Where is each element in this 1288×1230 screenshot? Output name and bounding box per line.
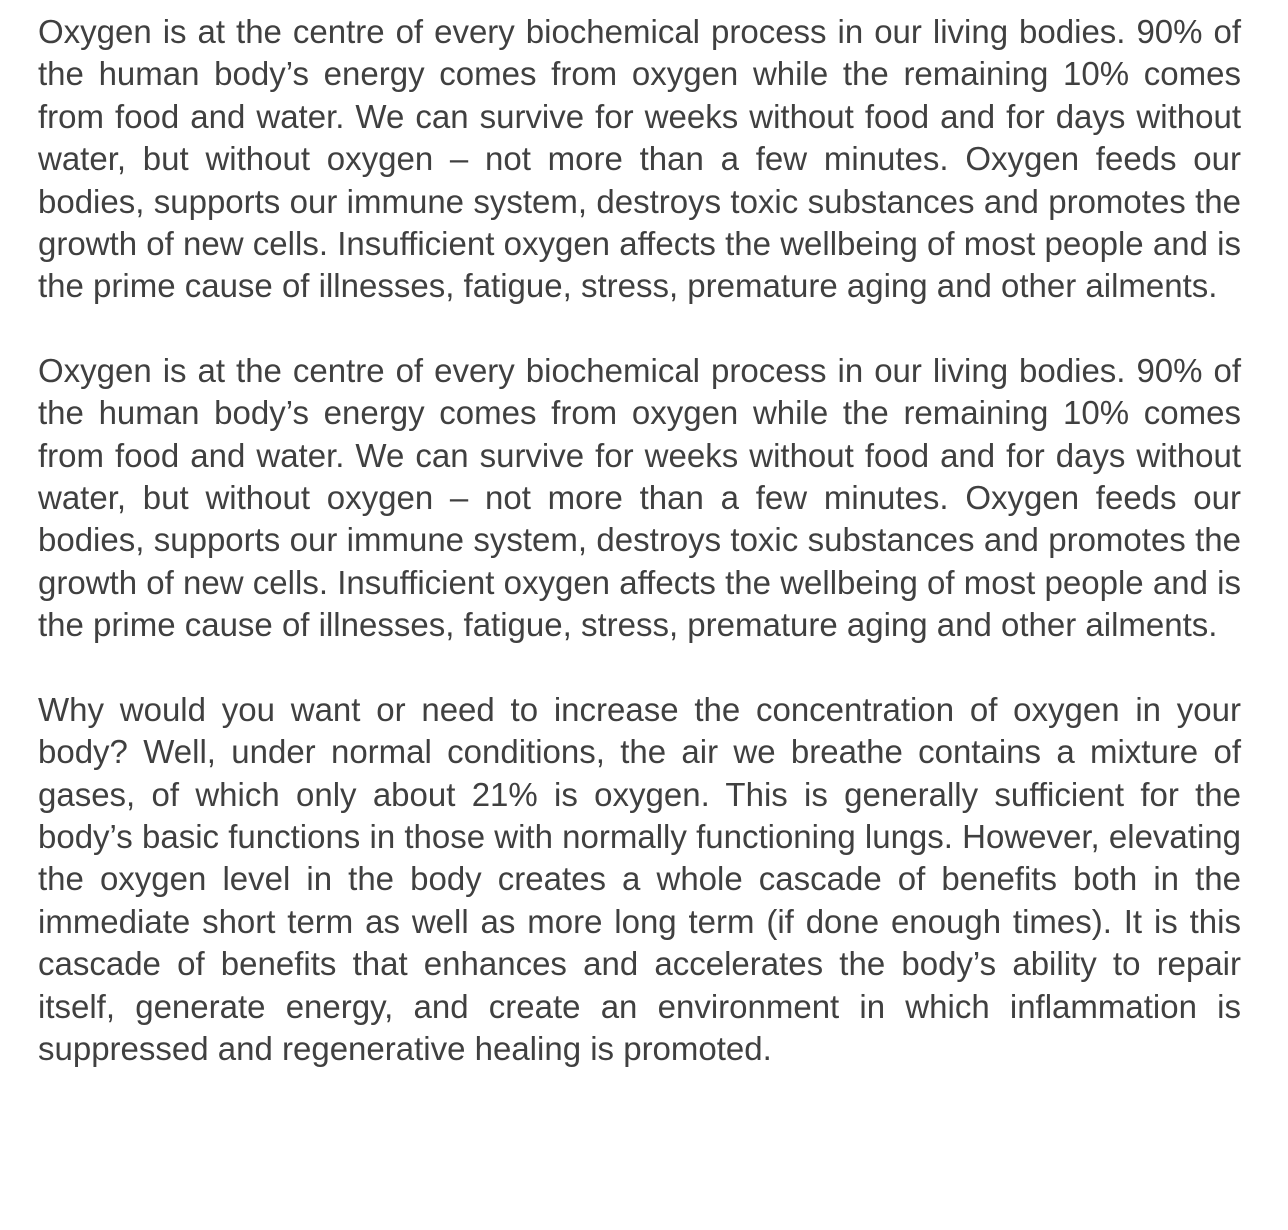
document-body	[38, 11, 1241, 1070]
paragraph-oxygen-intro: Oxygen is at the centre of every biochemical process in our living bodies. 90% of the human body’s energy comes from oxygen while the remaining 10% comes from food and water. We can survive for weeks without food and for days without water, but without oxygen – not more than a few minutes. Oxygen feeds our bodies, supports our immune system, destroys toxic substances and promotes the growth of new cells. Insufficient oxygen affects the wellbeing of most people and is the prime cause of illnesses, fatigue, stress, premature aging and other ailments.	[38, 13, 1241, 305]
paragraph-oxygen-intro-repeat: Oxygen is at the centre of every biochemical process in our living bodies. 90% of the human body’s energy comes from oxygen while the remaining 10% comes from food and water. We can survive for weeks without food and for days without water, but without oxygen – not more than a few minutes. Oxygen feeds our bodies, supports our immune system, destroys toxic substances and promotes the growth of new cells. Insufficient oxygen affects the wellbeing of most people and is the prime cause of illnesses, fatigue, stress, premature aging and other ailments.	[38, 351, 1241, 644]
paragraph-why-increase-oxygen: Why would you want or need to increase the concentration of oxygen in your body? Well, under normal conditions, the air we breathe contains a mixture of gases, of which only about 21% is oxygen. This is generally sufficient for the body’s basic functions in those with normally functioning lungs. However, elevating the oxygen level in the body creates a whole cascade of benefits both in the immediate short term as well as more long term (if done enough times). It is this cascade of benefits that enhances and accelerates the body’s ability to repair itself, generate energy, and create an environment in which inflammation is suppressed and regenerative healing is promoted.	[38, 690, 1241, 1067]
